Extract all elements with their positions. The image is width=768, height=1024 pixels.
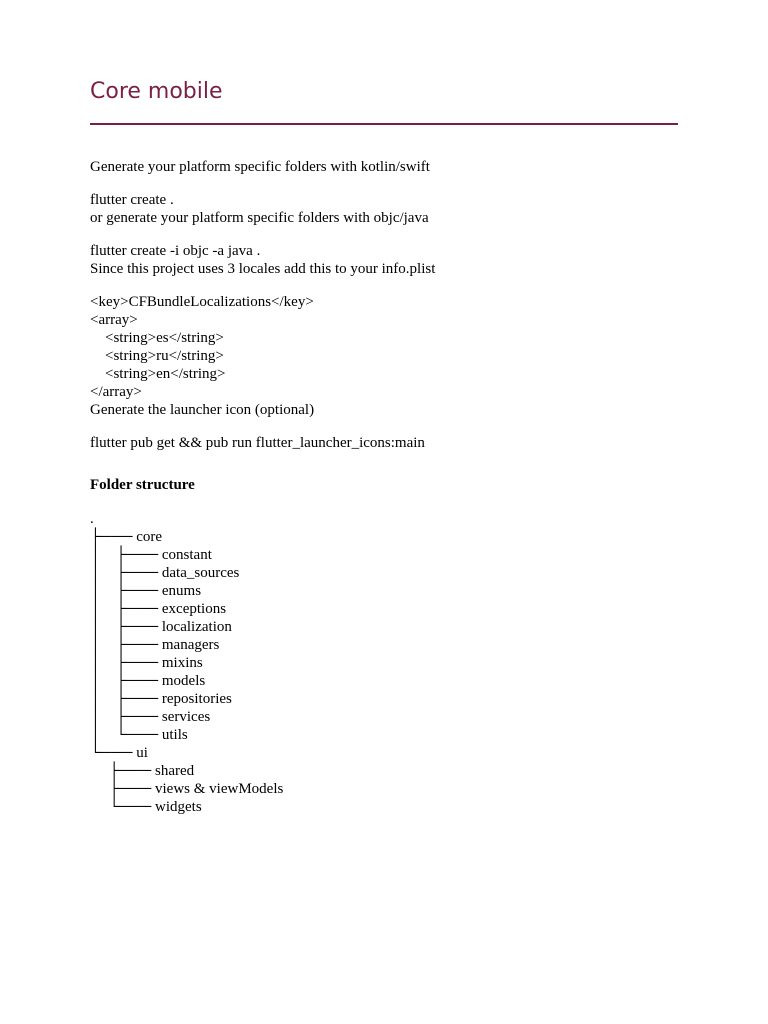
instruction-text: Generate the launcher icon (optional)	[90, 402, 315, 418]
tree-item-data-sources: │ ├─── data_sources	[90, 565, 240, 581]
tree-item-repositories: │ ├─── repositories	[90, 691, 232, 707]
tree-item-localization: │ ├─── localization	[90, 619, 232, 635]
plist-line: <key>CFBundleLocalizations</key>	[90, 294, 314, 310]
plist-line: <string>es</string>	[90, 330, 224, 346]
tree-root: .	[90, 511, 94, 527]
tree-item-core: ├─── core	[90, 529, 163, 545]
tree-item-enums: │ ├─── enums	[90, 583, 202, 599]
tree-item-services: │ ├─── services	[90, 709, 211, 725]
tree-item-exceptions: │ ├─── exceptions	[90, 601, 227, 617]
command-line: flutter create -i objc -a java .	[90, 243, 261, 259]
tree-item-widgets: └─── widgets	[90, 799, 202, 815]
title-divider	[90, 123, 678, 125]
tree-item-mixins: │ ├─── mixins	[90, 655, 203, 671]
instruction-text: or generate your platform specific folders with objc/java	[90, 210, 429, 226]
tree-item-models: │ ├─── models	[90, 673, 206, 689]
command-line: flutter pub get && pub run flutter_launcher_icons:main	[90, 435, 425, 451]
instruction-text: Since this project uses 3 locales add this to your info.plist	[90, 261, 436, 277]
section-heading: Folder structure	[90, 477, 195, 493]
command-line: flutter create .	[90, 192, 174, 208]
plist-line: <string>ru</string>	[90, 348, 224, 364]
tree-item-constant: │ ├─── constant	[90, 547, 212, 563]
tree-item-views-viewmodels: ├─── views & viewModels	[90, 781, 284, 797]
instruction-text: Generate your platform specific folders with kotlin/swift	[90, 159, 430, 175]
page-title: Core mobile	[90, 79, 223, 104]
tree-item-ui: └─── ui	[90, 745, 148, 761]
plist-line: <string>en</string>	[90, 366, 226, 382]
plist-line: </array>	[90, 384, 142, 400]
plist-line: <array>	[90, 312, 138, 328]
tree-item-shared: ├─── shared	[90, 763, 195, 779]
tree-item-managers: │ ├─── managers	[90, 637, 220, 653]
tree-item-utils: │ └─── utils	[90, 727, 188, 743]
